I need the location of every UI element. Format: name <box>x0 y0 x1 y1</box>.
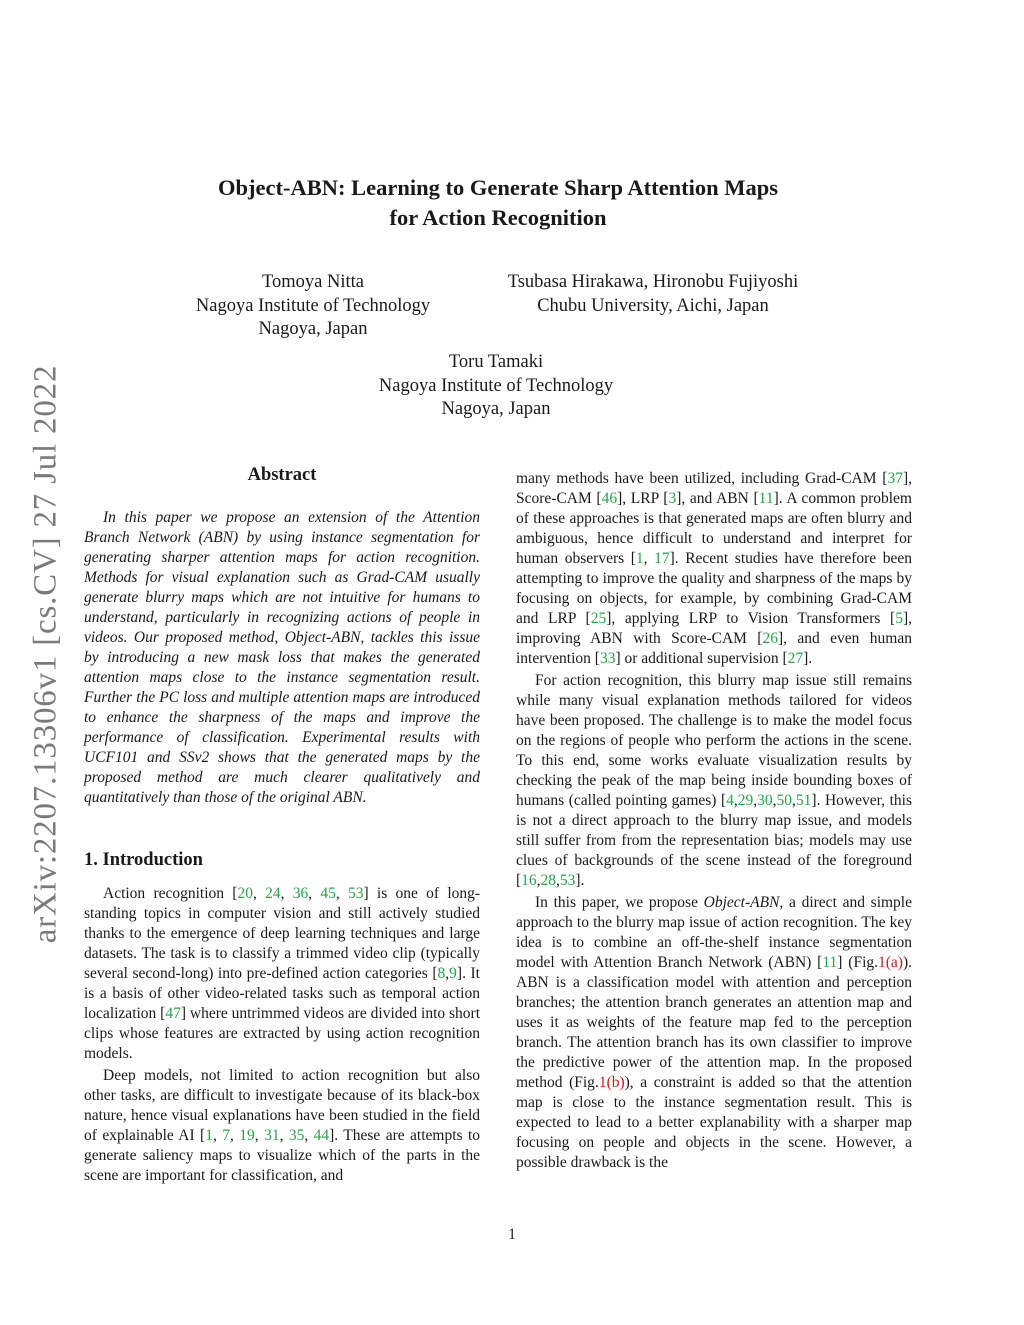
author-name: Toru Tamaki <box>448 352 544 372</box>
title-line-1: Object-ABN: Learning to Generate Sharp Attention Maps <box>218 175 778 200</box>
intro-paragraph-2: Deep models, not limited to action recognition but also other tasks, are difficult to investigate because of its black-box nature, hence visual explanations have been studied in the field of explainable AI [1, 7, 19, 31, 35, 44]. These are attempts to generate saliency maps to visualize which of the parts in the scene are important for classification, and <box>84 1067 481 1184</box>
citation-link[interactable]: 1 <box>205 1127 213 1144</box>
citation-link[interactable]: 26 <box>762 630 778 647</box>
citation-link[interactable]: 16 <box>521 872 537 889</box>
paper-title <box>150 173 846 233</box>
citation-link[interactable]: 28 <box>540 872 557 889</box>
author-name: Tomoya Nitta <box>262 272 364 292</box>
citation-link[interactable]: 46 <box>601 490 618 507</box>
author-name: Tsubasa Hirakawa, Hironobu Fujiyoshi <box>507 272 799 292</box>
section-heading: 1. Introduction <box>84 850 203 870</box>
citation-link[interactable]: 45 <box>320 885 336 902</box>
citation-link[interactable]: 25 <box>590 610 607 627</box>
page-number: 1 <box>508 1226 516 1243</box>
citation-link[interactable]: 8 <box>437 965 446 982</box>
author-block-2 <box>478 271 828 318</box>
abstract-text: In this paper we propose an extension of the Attention Branch Network (ABN) by using instance segmentation for generating sharper attention maps for action recognition. Methods for visual explanation such as Grad-CAM usually generate blurry maps which are not intuitive for humans to understand, particularly in recognizing actions of people in videos. Our proposed method, Object-ABN, tackles this issue by introducing a new mask loss that makes the generated attention maps close to the instance segmentation result. Further the PC loss and multiple attention maps are introduced to enhance the sharpness of the maps and improve the performance of classification. Experimental results with UCF101 and SSv2 shows that the generated maps by the proposed method are much clearer qualitatively and quantitatively than those of the original ABN. <box>84 509 480 806</box>
citation-link[interactable]: 5 <box>895 610 903 627</box>
citation-link[interactable]: 37 <box>887 470 903 487</box>
abstract-heading: Abstract <box>247 465 317 485</box>
citation-link[interactable]: 11 <box>758 490 774 507</box>
intro-paragraph-4: For action recognition, this blurry map issue still remains while many visual explanation methods tailored for videos have been proposed. The challenge is to make the model focus on the regions of people who perform the actions in the scene. To this end, some works evaluate visualization results by checking the peak of the map being inside bounding boxes of humans (called pointing games) [4,29,30,50,51]. However, this is not a direct approach to the blurry map issue, and models still suffer from from the representation bias; models may use clues of backgrounds of the scene instead of the foreground [16,28,53]. <box>516 672 912 889</box>
citation-link[interactable]: 47 <box>165 1005 181 1022</box>
figure-ref-link[interactable]: 1(b) <box>598 1074 625 1091</box>
citation-link[interactable]: 33 <box>599 650 616 667</box>
author-affiliation: Nagoya Institute of Technology <box>195 295 431 316</box>
citation-link[interactable]: 44 <box>313 1127 330 1144</box>
author-affiliation: Nagoya Institute of Technology <box>378 375 614 396</box>
citation-link[interactable]: 36 <box>292 885 309 902</box>
arxiv-stamp <box>26 365 66 943</box>
arxiv-id: arXiv:2207.13306v1 [cs.CV] 27 Jul 2022 <box>27 364 64 944</box>
citation-link[interactable]: 53 <box>559 872 576 889</box>
citation-link[interactable]: 30 <box>757 792 773 809</box>
method-name: Object-ABN <box>703 894 780 911</box>
citation-link[interactable]: 53 <box>348 885 364 902</box>
citation-link[interactable]: 4 <box>726 792 734 809</box>
intro-paragraph-5: In this paper, we propose Object-ABN, a direct and simple approach to the blurry map issue of action recognition. The key idea is to combine an off-the-shelf instance segmentation model with Attention Branch Network (ABN) [11] (Fig.1(a)). ABN is a classification model with attention and perception branches; the attention branch generates an attention map and uses it as weights of the feature map fed to the perception branch. The attention branch has its own classifier to improve the predictive power of the attention map. In the proposed method (Fig.1(b)), a constraint is added so that the attention map is close to the instance segmentation result. This is expected to lead to a better explanability with a sharper map focusing on people and objects in the scene. However, a possible drawback is the <box>516 894 912 1171</box>
author-affiliation: Chubu University, Aichi, Japan <box>537 295 769 316</box>
intro-paragraph-1: Action recognition [20, 24, 36, 45, 53] is one of long-standing topics in computer vision and still actively studied thanks to the emergence of deep learning techniques and large datasets. The task is to classify a trimmed video clip (typically several second-long) into pre-defined action categories [8,9]. It is a basis of other video-related tasks such as temporal action localization [47] where untrimmed videos are divided into short clips whose features are extracted by using action recognition models. <box>84 885 481 1062</box>
author-block-3 <box>346 351 646 422</box>
citation-link[interactable]: 27 <box>787 650 804 667</box>
citation-link[interactable]: 11 <box>822 954 838 971</box>
right-column <box>516 469 912 1175</box>
citation-link[interactable]: 35 <box>288 1127 305 1144</box>
figure-ref-link[interactable]: 1(a) <box>878 954 903 971</box>
left-column <box>84 465 480 1188</box>
citation-link[interactable]: 51 <box>795 792 812 809</box>
citation-link[interactable]: 9 <box>449 965 457 982</box>
citation-link[interactable]: 24 <box>265 885 281 902</box>
title-line-2: for Action Recognition <box>389 205 607 230</box>
citation-link[interactable]: 31 <box>264 1127 280 1144</box>
citation-link[interactable]: 20 <box>237 885 253 902</box>
citation-link[interactable]: 19 <box>239 1127 255 1144</box>
author-location: Nagoya, Japan <box>258 319 368 339</box>
citation-link[interactable]: 1 <box>635 550 644 567</box>
author-block-1 <box>170 271 456 342</box>
author-location: Nagoya, Japan <box>441 399 551 419</box>
citation-link[interactable]: 29 <box>737 792 754 809</box>
citation-link[interactable]: 7 <box>222 1127 231 1144</box>
citation-link[interactable]: 3 <box>668 490 677 507</box>
intro-paragraph-3: many methods have been utilized, including Grad-CAM [37], Score-CAM [46], LRP [3], and ABN [11]. A common problem of these approaches is that generated maps are often blurry and ambiguous, hence difficult to understand and interpret for human observers [1, 17]. Recent studies have therefore been attempting to improve the quality and sharpness of the maps by focusing on objects, for example, by combining Grad-CAM and LRP [25], applying LRP to Vision Transformers [5], improving ABN with Score-CAM [26], and even human intervention [33] or additional supervision [27]. <box>516 470 913 667</box>
citation-link[interactable]: 17 <box>654 550 670 567</box>
citation-link[interactable]: 50 <box>776 792 793 809</box>
